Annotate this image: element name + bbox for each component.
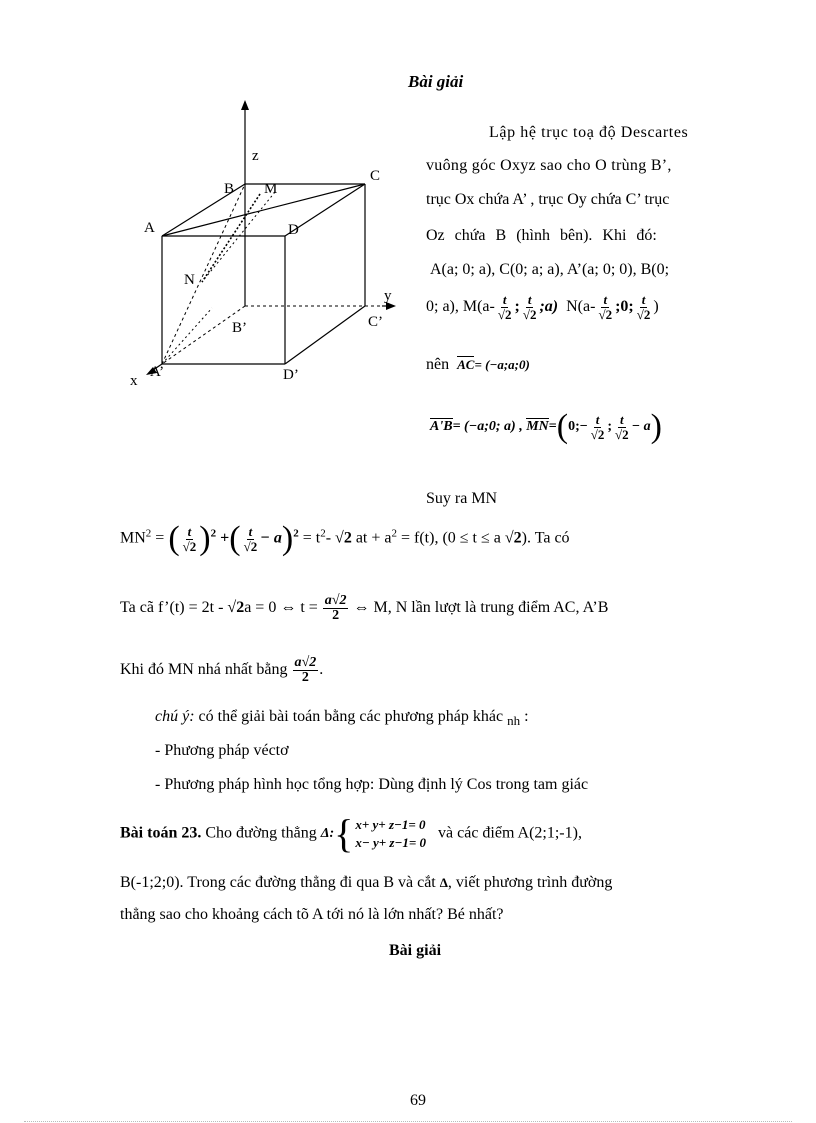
- note-line: chú ý: có thể giải bài toán bằng các phương pháp khác $_{nh}$ :: [155, 708, 529, 729]
- label-d: D: [288, 222, 299, 238]
- heading-solution: Bài giải: [408, 72, 464, 91]
- cube-figure: [120, 96, 420, 396]
- z-arrow: [241, 100, 249, 110]
- text-line-3: trục Ox chứa A’ , trục Oy chứa C’ trục: [426, 191, 670, 208]
- text-line-7: nên AC= (−a;a;0): [426, 356, 530, 373]
- text-line-5: A(a; 0; a), C(0; a; a), A’(a; 0; 0), B(0;: [430, 261, 670, 278]
- page-number: 69: [410, 1092, 426, 1109]
- label-x: x: [130, 373, 138, 389]
- text-line-11: Ta cã f’(t) = 2t - √2a = 0 ⇔ t = $\frac{a√2}{2}$ ⇔ M, N lần lượt là trung điểm AC, A’B: [120, 593, 609, 623]
- text-line-8: A'B= (−a;0; a) , MN=(0;− $\frac{t}{√2}$ ; $\frac{t}{√2}$ − a): [430, 408, 662, 445]
- label-cp: C’: [368, 314, 383, 330]
- text-line-1: Lập hệ trục toạ độ Descartes: [489, 124, 689, 141]
- label-bp: B’: [232, 320, 247, 336]
- bullet-vector-method: - Phương pháp véctơ: [155, 742, 289, 759]
- label-dp: D’: [283, 367, 299, 383]
- segment-apb: [162, 184, 245, 364]
- label-m: M: [264, 181, 278, 197]
- problem-23-line-3: thẳng sao cho khoảng cách tõ A tới nó là lớn nhất? Bé nhất?: [120, 906, 504, 923]
- bullet-synthetic-method: - Phương pháp hình học tổng hợp: Dùng định lý Cos trong tam giác: [155, 776, 589, 793]
- text-line-4: Oz chứa B (hình bên). Khi đó:: [426, 227, 657, 244]
- label-c: C: [370, 168, 381, 184]
- text-line-2: vuông góc Oxyz sao cho O trùng B’,: [426, 157, 672, 174]
- text-line-12: Khi đó MN nhá nhất bằng $\frac{a√2}{2}$ .: [120, 655, 324, 685]
- label-b: B: [224, 181, 235, 197]
- problem-23-line-1: Bài toán 23. Cho đường thẳng Δ: { x+ y+ z−1= 0 x− y+ z−1= 0 và các điểm A(2;1;-1),: [120, 811, 582, 856]
- label-y: y: [384, 288, 392, 304]
- bottom-rule: [24, 1121, 792, 1122]
- text-line-6: 0; a), M(a- $\frac{t}{√2}$ ; $\frac{t}{√2}$ ;a) N(a- $\frac{t}{√2}$ ;0; $\frac{t}{√2}$ ): [426, 292, 659, 322]
- problem-23-line-2: B(-1;2;0). Trong các đường thẳng đi qua B và cắt Δ, viết phương trình đường: [120, 874, 613, 891]
- text-line-9: Suy ra MN: [426, 490, 498, 507]
- label-a: A: [144, 220, 155, 236]
- segment-mn: [202, 194, 260, 282]
- label-z: z: [252, 148, 259, 164]
- text-line-10: $MN^2$ = ( $\frac{t}{√2}$ )$^2$ +( $\frac{t}{√2}$ − $a)^2 = t^2-$ √2 at + $a^2 = f(t)$, (0 ≤ t ≤ a √2). Ta có: [120, 520, 570, 557]
- heading-solution-2: Bài giải: [389, 942, 442, 959]
- label-ap: A’: [150, 364, 165, 380]
- label-n: N: [184, 272, 195, 288]
